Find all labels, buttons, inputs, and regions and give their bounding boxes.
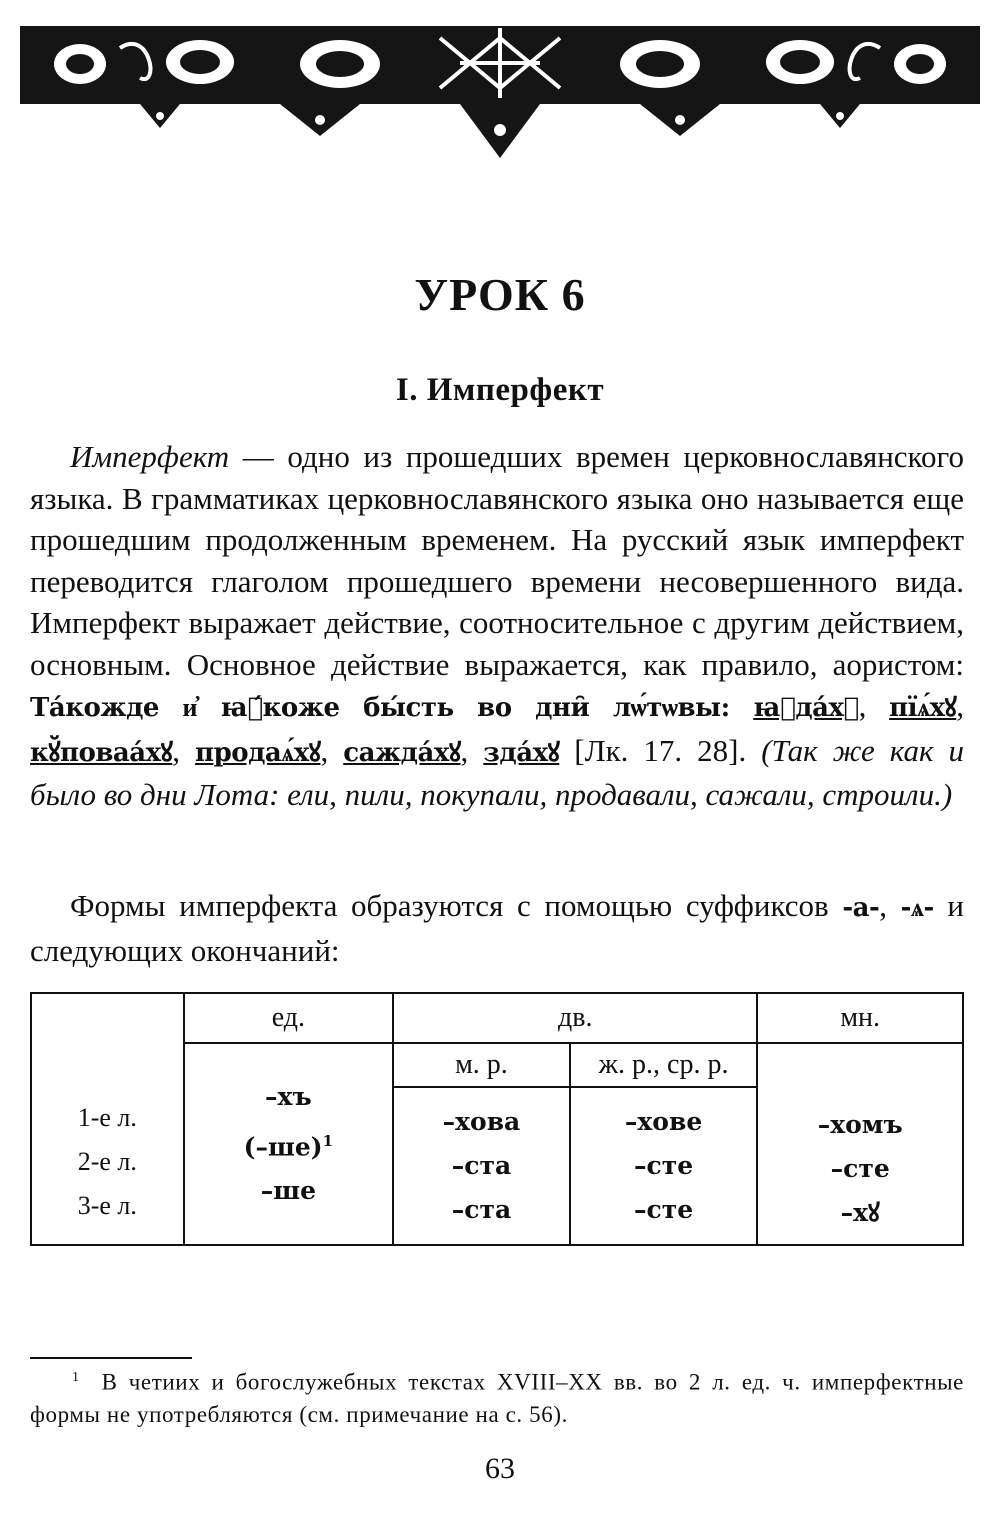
singular-column <box>184 1043 394 1245</box>
person-2: 2-е л. <box>77 1147 137 1176</box>
plural-column <box>757 1043 963 1245</box>
suffix-ya: -ѧ- <box>900 893 934 923</box>
cs-word-3: кꙋ̆поваа́хꙋ <box>30 737 173 768</box>
imperfect-endings-table <box>30 992 964 1246</box>
dual-fem-neut-column <box>570 1087 758 1245</box>
cs-word-2: пїѧ́хꙋ <box>889 693 957 723</box>
separator: , <box>879 888 901 923</box>
cs-word-6: зда́хꙋ <box>483 737 560 768</box>
sg-1: –хъ <box>265 1081 312 1111</box>
person-1: 1-е л. <box>77 1103 137 1132</box>
sg-2 <box>185 1121 393 1167</box>
paragraph-imperfect-definition: Имперфект — одно из прошедших времен церковнославянского языка. В грамматиках церковнославянского языка оно называется еще прошедшим продолженным временем. На русский язык имперфект переводится глаголом прошедшего времени несовершенного вида. Имперфект выражает действие, соотносительное с другим действием, основным. Основное действие выражается, как правило, аористом: Та́кожде и҆ ꙗ҆́коже бы́сть во дни̑ лѡ́тѡвы: ꙗ҆да́хꙋ, пїѧ́хꙋ, кꙋ̆поваа́хꙋ, продаѧ́хꙋ, сажда́хꙋ, зда́хꙋ [Лк. 17. 28]. (Так же как и было во дни Лота: ели, пили, покупали, продавали, сажали, строили.) <box>30 439 965 812</box>
header-plural: мн. <box>757 993 963 1043</box>
sg-2-form: (–ше) <box>243 1132 323 1162</box>
header-dual-fem-neut: ж. р., ср. р. <box>570 1043 758 1087</box>
cs-word-1: ꙗ҆да́хꙋ <box>753 693 859 723</box>
pl-1: –хомъ <box>817 1110 903 1139</box>
suffix-a: -а- <box>842 893 880 923</box>
footnote-separator <box>30 1357 192 1359</box>
du-fn-3: –сте <box>634 1195 694 1224</box>
suffix-text-1: Формы имперфекта образуются с помощью суффиксов <box>70 888 843 923</box>
ornamental-header-band <box>20 18 980 158</box>
section-title: I. Имперфект <box>395 372 605 408</box>
header-singular: ед. <box>184 993 394 1043</box>
paragraph-suffixes <box>30 885 964 971</box>
bible-reference: [Лк. 17. 28]. <box>559 732 762 768</box>
du-m-2: –ста <box>451 1151 512 1180</box>
pl-2: –сте <box>830 1154 890 1183</box>
definition-text: — одно из прошедших времен церковнославянского языка. В грамматиках церковнославянского языка оно называется еще прошедшим продолженным временем. На русский язык имперфект переводится глаголом прошедшего времени несовершенного вида. Имперфект выражает действие, соотносительное с другим действием, основным. Основное действие выражается, как правило, аористом: <box>30 439 964 682</box>
cs-word-5: сажда́хꙋ <box>343 737 461 768</box>
header-dual: дв. <box>393 993 757 1043</box>
sg-3: –ше <box>260 1176 316 1206</box>
footnote-ref: 1 <box>322 1131 334 1150</box>
page-number: 63 <box>485 1452 515 1485</box>
lesson-title: УРОК 6 <box>414 269 586 320</box>
church-slavonic-quote: Та́кожде и҆ ꙗ҆́коже бы́сть во дни̑ лѡ́тѡвы: <box>30 693 754 723</box>
cs-word-4: продаѧ́хꙋ <box>195 737 321 768</box>
footnote <box>30 1362 964 1431</box>
suffix-text-2: и следующих окончаний: <box>30 888 965 968</box>
du-fn-1: –хове <box>624 1107 703 1136</box>
dual-masc-column <box>393 1087 570 1245</box>
du-m-3: –ста <box>451 1195 512 1224</box>
header-dual-masc: м. р. <box>393 1043 570 1087</box>
footnote-mark: 1 <box>72 1370 80 1385</box>
term-imperfect: Имперфект <box>70 439 230 474</box>
person-3: 3-е л. <box>77 1191 137 1220</box>
pl-3: –хꙋ <box>840 1198 880 1227</box>
russian-translation: (Так же как и было во дни Лота: ели, пили, покупали, продавали, сажали, строили.) <box>30 732 965 812</box>
person-column <box>31 993 184 1245</box>
footnote-text: В четиих и богослужебных текстах XVIII–XX вв. во 2 л. ед. ч. имперфектные формы не употребляются (см. примечание на с. 56). <box>30 1369 964 1427</box>
du-m-1: –хова <box>442 1107 521 1136</box>
du-fn-2: –сте <box>634 1151 694 1180</box>
